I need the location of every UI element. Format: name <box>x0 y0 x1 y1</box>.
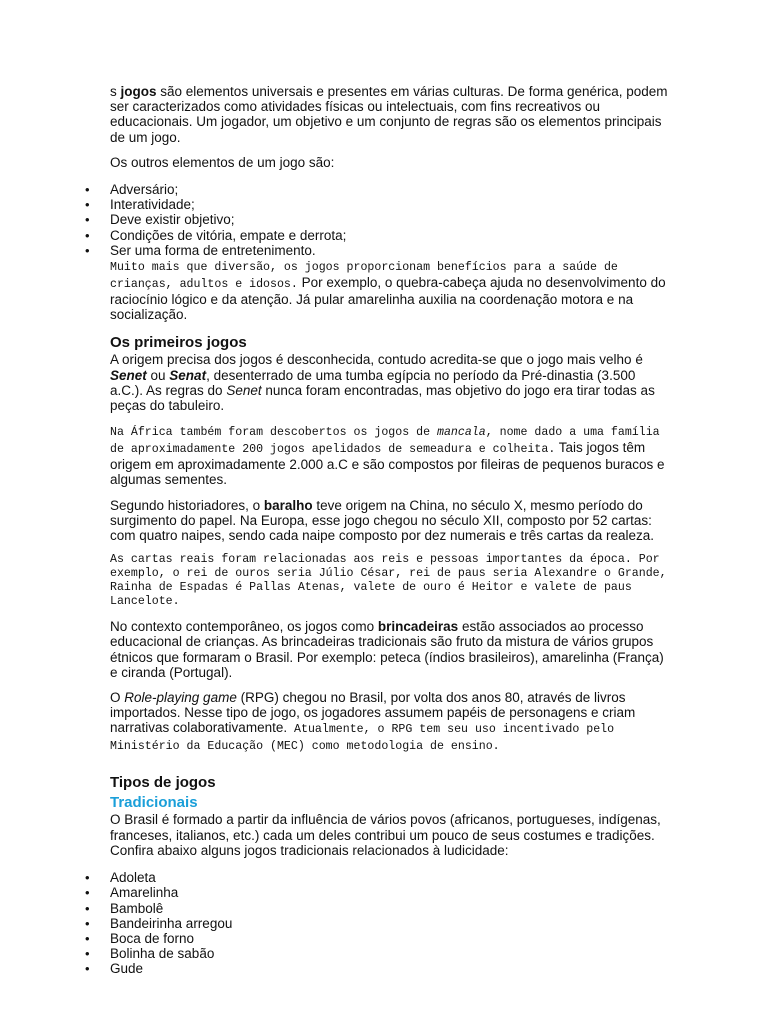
mancala-mono-c: , nome dado a uma família de aproximadamente 200 jogos apelidados de semeadura e colheita. <box>110 426 660 457</box>
document-page <box>110 84 670 977</box>
intro-bold-jogos: jogos <box>120 84 157 99</box>
brincadeiras-text-c: estão associados ao processo educacional de crianças. As brincadeiras tradicionais são fruto da mistura de vários grupos étnicos que formaram o Brasil. Por exemplo: peteca (índios brasileiros), amarelinha (França) e ciranda (Portugal). <box>110 619 664 680</box>
benefits-mono: Muito mais que diversão, os jogos proporcionam benefícios para a saúde de crianças, adultos e idosos. <box>110 261 618 292</box>
list-item: • Ser uma forma de entretenimento. <box>110 243 670 258</box>
origin-senat: Senat <box>169 367 207 383</box>
origin-text-g: nunca foram encontradas, mas objetivo do jogo era tirar todas as peças do tabuleiro. <box>110 382 655 414</box>
brincadeiras-bold: brincadeiras <box>377 619 459 635</box>
mancala-word: mancala <box>437 426 486 440</box>
rpg-mono: Atualmente, o RPG tem seu uso incentivado pelo Ministério da Educação (MEC) como metodologia de ensino. <box>110 723 615 754</box>
list-item: • Amarelinha <box>110 885 670 900</box>
elements-list <box>110 182 670 258</box>
list-item: • Adoleta <box>110 870 670 885</box>
origin-senet-2: Senet <box>226 382 262 398</box>
section-title-primeiros-jogos: Os primeiros jogos <box>110 334 247 352</box>
section-title-tipos-de-jogos: Tipos de jogos <box>110 774 216 792</box>
subsection-title-tradicionais: Tradicionais <box>110 794 198 812</box>
origin-paragraph <box>110 352 670 413</box>
tradicionais-paragraph: O Brasil é formado a partir da influência de vários povos (africanos, portugueses, indígenas, franceses, italianos, etc.) cada um deles contribui um pouco de seus costumes e tradições. Confira abaixo alguns jogos tradicionais relacionados à ludicidade: <box>110 812 661 858</box>
benefits-paragraph <box>110 258 670 322</box>
baralho-paragraph <box>110 498 670 544</box>
rpg-italic: Role-playing game <box>124 690 237 706</box>
list-item: • Bambolê <box>110 901 670 916</box>
brincadeiras-paragraph <box>110 619 670 680</box>
games-list <box>110 870 670 976</box>
list-item: • Condições de vitória, empate e derrota; <box>110 228 670 243</box>
elements-intro: Os outros elementos de um jogo são: <box>110 154 335 170</box>
rpg-paragraph <box>110 690 670 754</box>
cartas-paragraph: As cartas reais foram relacionadas aos reis e pessoas importantes da época. Por exemplo, o rei de ouros seria Júlio César, rei de paus seria Alexandre o Grande, Rainha de Espadas é Pallas Atenas, valete de ouro é Heitor e valete de paus Lancelote. <box>110 553 667 609</box>
rpg-text-c: (RPG) chegou no Brasil, por volta dos anos 80, através de livros importados. Nesse tipo de jogo, os jogadores assumem papéis de personagens e criam narrativas colaborativamente. <box>110 690 636 736</box>
origin-text-c: ou <box>146 367 170 383</box>
benefits-normal: Por exemplo, o quebra-cabeça ajuda no desenvolvimento do raciocínio lógico e da atenção. Já pular amarelinha auxilia na coordenação motora e na socialização. <box>110 275 666 323</box>
list-item: • Bandeirinha arregou <box>110 916 670 931</box>
baralho-bold: baralho <box>263 497 313 513</box>
list-item: • Boca de forno <box>110 931 670 946</box>
brincadeiras-text-a: No contexto contemporâneo, os jogos como <box>110 619 378 635</box>
mancala-mono-a: Na África também foram descobertos os jogos de <box>110 426 437 440</box>
baralho-text-c: teve origem na China, no século X, mesmo período do surgimento do papel. Na Europa, esse jogo chegou no século XII, composto por 52 cartas: com quatro naipes, sendo cada naipe composto por dez numerais e três cartas da realeza. <box>110 497 655 544</box>
list-item: • Interatividade; <box>110 197 670 212</box>
list-item: • Gude <box>110 961 670 976</box>
intro-text-c: são elementos universais e presentes em várias culturas. De forma genérica, podem ser caracterizados como atividades físicas ou intelectuais, com fins recreativos ou educacionais. Um jogador, um objetivo e um conjunto de regras são os elementos principais de um jogo. <box>110 84 668 145</box>
baralho-text-a: Segundo historiadores, o <box>110 497 264 513</box>
rpg-text-a: O <box>110 690 125 706</box>
mancala-paragraph <box>110 423 670 487</box>
list-item: • Deve existir objetivo; <box>110 212 670 227</box>
intro-paragraph <box>110 84 670 145</box>
origin-text-a: A origem precisa dos jogos é desconhecida, contudo acredita-se que o jogo mais velho é <box>110 352 643 368</box>
origin-senet: Senet <box>110 367 147 383</box>
mancala-normal: Tais jogos têm origem em aproximadamente 2.000 a.C e são compostos por fileiras de pequenos buracos e algumas sementes. <box>110 440 665 488</box>
list-item: • Bolinha de sabão <box>110 946 670 961</box>
origin-text-e: , desenterrado de uma tumba egípcia no período da Pré-dinastia (3.500 a.C.). As regras do <box>110 367 636 398</box>
list-item: • Adversário; <box>110 182 670 197</box>
intro-text-a: s <box>110 84 121 99</box>
